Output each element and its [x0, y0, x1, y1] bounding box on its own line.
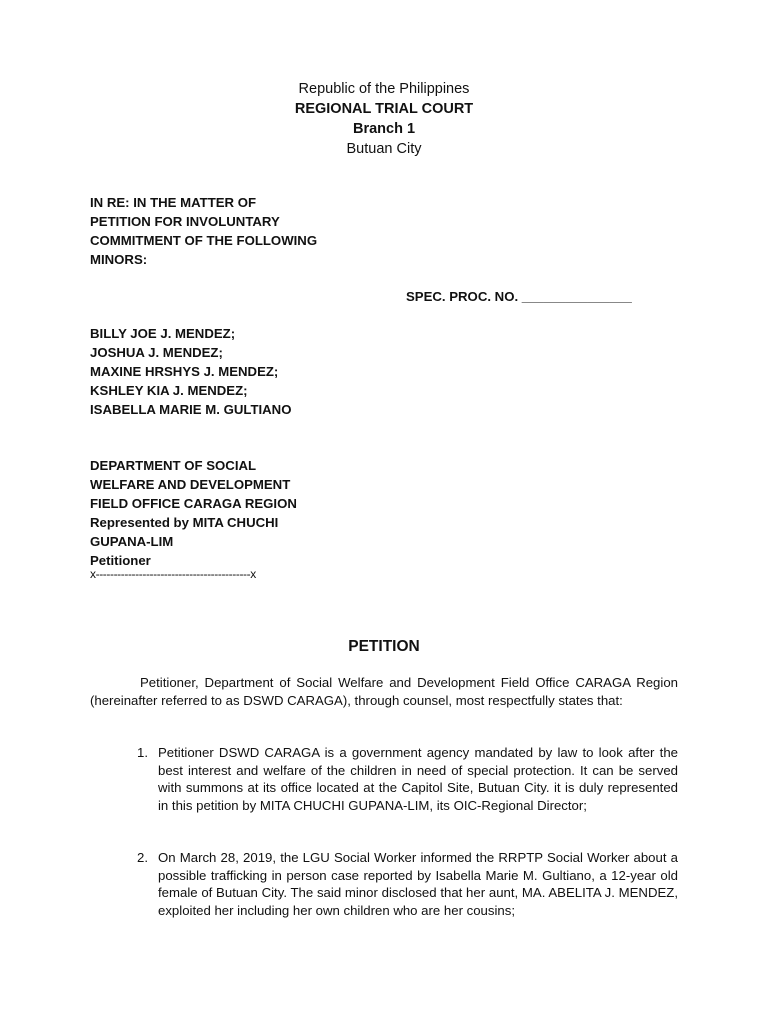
petitioner-label: Petitioner [90, 553, 151, 568]
court-city: Butuan City [346, 141, 422, 157]
case-caption [90, 193, 317, 269]
paragraph-text: Petitioner DSWD CARAGA is a government agency mandated by law to look after the best interest and welfare of the children in need of special protection. It can be served with summons at its office located at the Capitol Site, Butuan City. it is duly represented in this petition by MITA CHUCHI GUPANA-LIM, its OIC-Regional Director; [158, 745, 678, 813]
petitioner-line: DEPARTMENT OF SOCIAL [90, 458, 257, 473]
minor-name: JOSHUA J. MENDEZ; [90, 345, 223, 360]
minor-name: BILLY JOE J. MENDEZ; [90, 326, 236, 341]
spec-proc-number: SPEC. PROC. NO. _______________ [406, 289, 632, 304]
petition-title: PETITION [348, 638, 420, 655]
minor-name: MAXINE HRSHYS J. MENDEZ; [90, 364, 279, 379]
caption-line: PETITION FOR INVOLUNTARY [90, 214, 280, 229]
numbered-paragraph-1 [137, 744, 678, 814]
paragraph-text: On March 28, 2019, the LGU Social Worker informed the RRPTP Social Worker about a possible trafficking in person case reported by Isabella Marie M. Gultiano, a 12-year old female of Butuan City. The said minor disclosed that her aunt, MA. ABELITA J. MENDEZ, exploited her including her own children who are her cousins; [158, 850, 678, 918]
paragraph-number: 1. [137, 745, 148, 760]
caption-line: MINORS: [90, 252, 148, 267]
caption-line: COMMITMENT OF THE FOLLOWING [90, 233, 318, 248]
intro-paragraph: Petitioner, Department of Social Welfare and Development Field Office CARAGA Region (hereinafter referred to as DSWD CARAGA), through counsel, most respectfully states that: [90, 675, 678, 708]
country-line: Republic of the Philippines [298, 81, 470, 97]
paragraph-number: 2. [137, 850, 148, 865]
minor-name: KSHLEY KIA J. MENDEZ; [90, 383, 248, 398]
petitioner-line: Represented by MITA CHUCHI [90, 515, 279, 530]
numbered-paragraph-2 [137, 849, 678, 919]
caption-line: IN RE: IN THE MATTER OF [90, 195, 257, 210]
petitioner-line: GUPANA-LIM [90, 534, 174, 549]
petitioner-line: FIELD OFFICE CARAGA REGION [90, 496, 297, 511]
minors-list [90, 324, 291, 419]
court-branch: Branch 1 [352, 121, 416, 137]
petitioner-line: WELFARE AND DEVELOPMENT [90, 477, 291, 492]
minor-name: ISABELLA MARIE M. GULTIANO [90, 402, 292, 417]
court-header [0, 79, 768, 159]
caption-separator: x-------------------------------------------x [90, 567, 256, 581]
petitioner-block [90, 456, 297, 570]
court-name: REGIONAL TRIAL COURT [294, 101, 474, 117]
